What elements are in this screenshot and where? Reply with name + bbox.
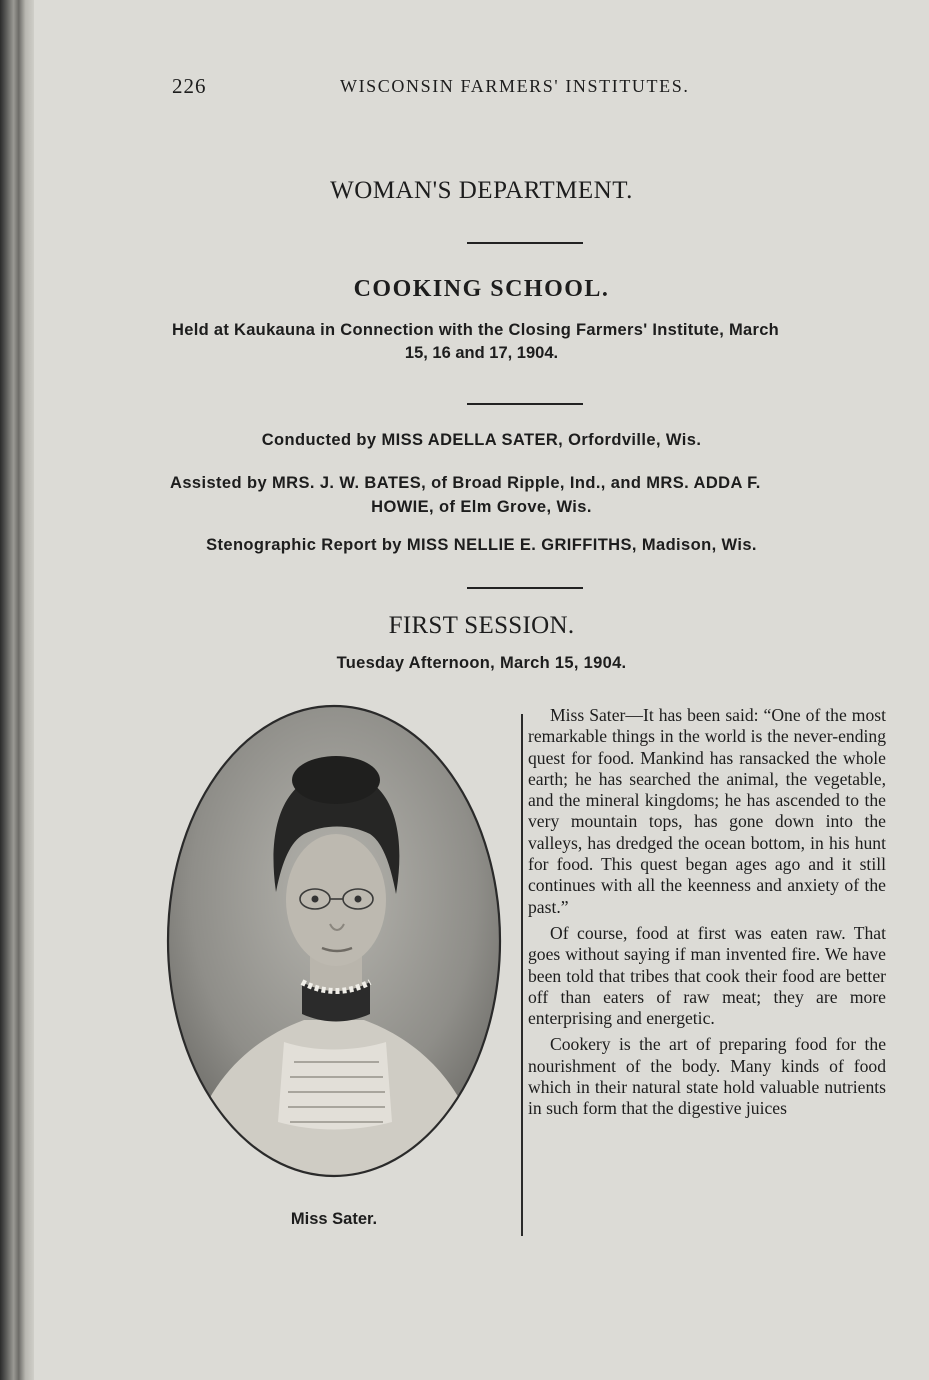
page-number: 226 — [172, 74, 207, 98]
section-title: COOKING SCHOOL. — [353, 276, 610, 302]
body-paragraph: Miss Sater—It has been said: “One of the most remarkable things in the world is the never-ending quest for food. Mankind has ransacked the whole earth; he has searched the animal, the vegetable, and the mineral kingdoms; he has ascended to the very mountain tops, has gone down into the valleys, has dredged the ocean bottom, in his hunt for food. This quest began ages ago and it still continues with all the keenness and anxiety of the past.” — [528, 705, 886, 917]
held-line-1: Held at Kaukauna in Connection with the Closing Farmers' Institute, March — [172, 321, 780, 339]
divider-rule — [467, 242, 583, 244]
department-title: WOMAN'S DEPARTMENT. — [330, 177, 633, 204]
column-divider — [521, 714, 523, 1236]
body-paragraph: Of course, food at first was eaten raw. That goes without saying if man invented fire. We have been told that tribes that cook their food are better off than eaters of raw meat; they are more enterprising and energetic. — [528, 922, 886, 1029]
session-date: Tuesday Afternoon, March 15, 1904. — [336, 654, 627, 672]
assisted-by-line-2: HOWIE, of Elm Grove, Wis. — [371, 498, 592, 516]
portrait-photo — [164, 702, 504, 1180]
divider-rule — [467, 403, 583, 405]
held-line-2: 15, 16 and 17, 1904. — [404, 344, 559, 362]
journal-title: WISCONSIN FARMERS' INSTITUTES. — [340, 76, 690, 96]
article-body — [528, 705, 886, 1125]
book-spine-shadow — [0, 0, 34, 1380]
assisted-by-line-1: Assisted by MRS. J. W. BATES, of Broad Ripple, Ind., and MRS. ADDA F. — [170, 474, 761, 492]
portrait-caption: Miss Sater. — [290, 1210, 378, 1228]
document-page — [34, 0, 929, 1380]
divider-rule — [467, 587, 583, 589]
conducted-by: Conducted by MISS ADELLA SATER, Orfordville, Wis. — [261, 431, 702, 449]
stenographic-report: Stenographic Report by MISS NELLIE E. GRIFFITHS, Madison, Wis. — [206, 536, 757, 554]
session-title: FIRST SESSION. — [388, 612, 575, 639]
running-header — [34, 74, 929, 102]
body-paragraph: Cookery is the art of preparing food for the nourishment of the body. Many kinds of food which in their natural state hold valuable nutrients in such form that the digestive juices — [528, 1034, 886, 1119]
